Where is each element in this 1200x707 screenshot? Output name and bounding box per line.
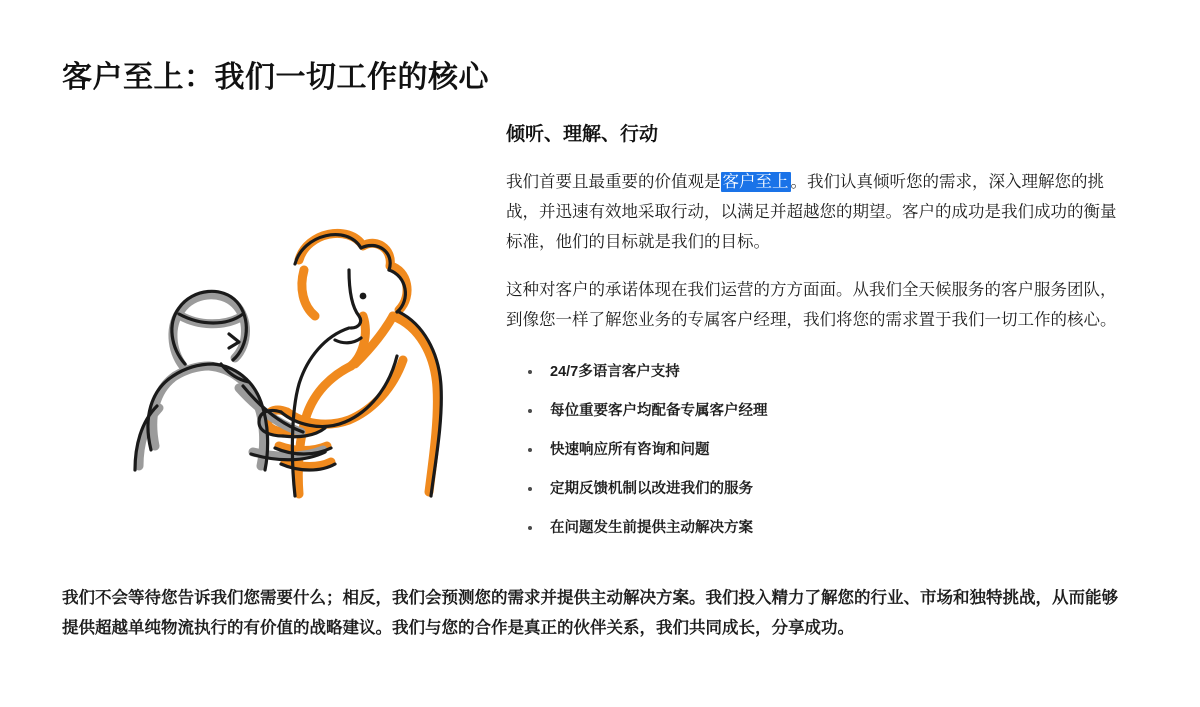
feature-list xyxy=(506,361,1126,541)
list-item: 快速响应所有咨询和问题 xyxy=(528,439,1126,462)
list-item: 每位重要客户均配备专属客户经理 xyxy=(528,400,1126,423)
list-item: 在问题发生前提供主动解决方案 xyxy=(528,517,1126,540)
paragraph-1 xyxy=(506,167,1126,257)
page-title: 客户至上：我们一切工作的核心 xyxy=(62,61,489,95)
section-heading: 倾听、理解、行动 xyxy=(506,124,659,145)
paragraph-1-before: 我们首要且最重要的价值观是 xyxy=(506,172,721,191)
illustration-svg xyxy=(63,120,473,532)
list-item: 定期反馈机制以改进我们的服务 xyxy=(528,478,1126,501)
list-item: 24/7多语言客户支持 xyxy=(528,361,1126,384)
footer-paragraph: 我们不会等待您告诉我们您需要什么；相反，我们会预测您的需求并提供主动解决方案。我们投入精力了解您的行业、市场和独特挑战，从而能够提供超越单纯物流执行的有价值的战略建议。我们与您的合作是真正的伙伴关系，我们共同成长，分享成功。 xyxy=(62,588,1118,637)
paragraph-1-after: 。我们认真倾听您的需求，深入理解您的挑战，并迅速有效地采取行动，以满足并超越您的期望。客户的成功是我们成功的衡量标准，他们的目标就是我们的目标。 xyxy=(506,172,1117,251)
line-art-handshake-illustration xyxy=(63,120,473,532)
highlighted-phrase: 客户至上 xyxy=(722,172,789,191)
content-column xyxy=(506,122,1126,557)
paragraph-2: 这种对客户的承诺体现在我们运营的方方面面。从我们全天候服务的客户服务团队，到像您一样了解您业务的专属客户经理，我们将您的需求置于我们一切工作的核心。 xyxy=(506,280,1117,329)
